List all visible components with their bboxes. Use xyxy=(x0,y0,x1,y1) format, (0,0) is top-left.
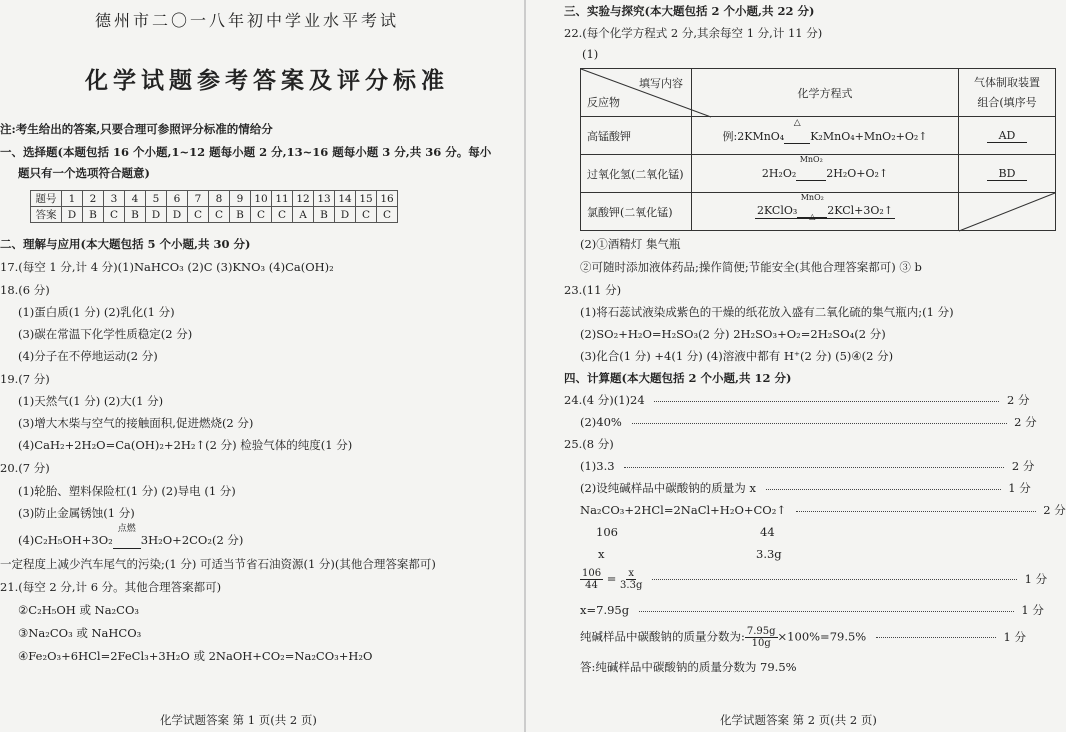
table-cell: D xyxy=(62,207,83,223)
exam-header: 德州市二〇一八年初中学业水平考试 xyxy=(95,11,400,30)
equation-reactants: (4)C₂H₅OH+3O₂ xyxy=(18,533,113,547)
leader-dots xyxy=(654,401,999,402)
underlined-equation xyxy=(755,193,895,221)
table-cell: 11 xyxy=(272,191,293,207)
percentage-line xyxy=(580,626,1026,649)
table-cell: 4 xyxy=(125,191,146,207)
fraction-numerator: x xyxy=(628,568,635,579)
table-cell: 10 xyxy=(251,191,272,207)
proportion-line xyxy=(580,568,1047,591)
q25-equation-line xyxy=(580,503,1066,517)
diagonal-header-cell xyxy=(581,69,692,117)
table-cell: A xyxy=(293,207,314,223)
score: 2 分 xyxy=(1006,393,1030,407)
table-cell: C xyxy=(251,207,272,223)
equation-reactants: 例:2KMnO₄ xyxy=(722,129,785,143)
table-cell: 5 xyxy=(146,191,167,207)
page-footer: 化学试题答案 第 1 页(共 2 页) xyxy=(160,713,317,727)
score: 2 分 xyxy=(1011,459,1035,473)
apparatus-cell xyxy=(959,117,1056,155)
q17-answer: 17.(每空 1 分,计 4 分)(1)NaHCO₃ (2)C (3)KNO₃ (4)Ca(OH)₂ xyxy=(0,260,334,274)
reaction-condition xyxy=(113,523,141,549)
equation-reactants: 2KClO₃ xyxy=(756,204,798,217)
apparatus-answer: AD xyxy=(987,129,1027,143)
section-1-heading-cont: 题只有一个选项符合题意) xyxy=(18,166,150,180)
fraction-percentage xyxy=(745,626,778,649)
header-fill-content: 填写内容 xyxy=(639,77,683,90)
equals-sign: = xyxy=(606,571,617,586)
fraction-denominator: 10g xyxy=(751,638,771,649)
score: 1 分 xyxy=(1021,603,1044,617)
table-cell: 15 xyxy=(356,191,377,207)
q23-part-2: (2)SO₂+H₂O=H₂SO₃(2 分) 2H₂SO₃+O₂=2H₂SO₄(2 分) xyxy=(580,327,886,341)
page-footer: 化学试题答案 第 2 页(共 2 页) xyxy=(720,713,877,727)
answer-row xyxy=(31,207,398,223)
equation-products: K₂MnO₄+MnO₂+O₂↑ xyxy=(810,129,928,143)
table-cell: 14 xyxy=(335,191,356,207)
q22-part-2: (2)①酒精灯 集气瓶 xyxy=(580,237,681,251)
table-cell: 13 xyxy=(314,191,335,207)
q23-part-3: (3)化合(1 分) +4(1 分) (4)溶液中都有 H⁺(2 分) (5)④(2 分) xyxy=(580,349,894,363)
final-answer: 答:纯碱样品中碳酸钠的质量分数为 79.5% xyxy=(580,660,797,674)
q18-heading: 18.(6 分) xyxy=(0,283,50,297)
q21-heading: 21.(每空 2 分,计 6 分。其他合理答案都可) xyxy=(0,580,222,594)
q24-part-1-text: 24.(4 分)(1)24 xyxy=(564,393,645,407)
table-cell: 16 xyxy=(377,191,398,207)
section-3-heading: 三、实验与探究(本大题包括 2 个小题,共 22 分) xyxy=(564,4,815,18)
q23-part-1: (1)将石蕊试液染成紫色的干燥的纸花放入盛有二氧化硫的集气瓶内;(1 分) xyxy=(580,305,954,319)
q24-part-2-text: (2)40% xyxy=(580,415,622,429)
fraction-numerator: 7.95g xyxy=(746,626,776,637)
table-cell: C xyxy=(377,207,398,223)
table-cell: C xyxy=(188,207,209,223)
diagonal-line xyxy=(959,193,1055,231)
q19-part-1: (1)天然气(1 分) (2)大(1 分) xyxy=(18,394,164,408)
q25-equation: Na₂CO₃+2HCl=2NaCl+H₂O+CO₂↑ xyxy=(580,503,786,517)
table-cell: 12 xyxy=(293,191,314,207)
unknown-x: x xyxy=(598,547,605,561)
table-cell: 7 xyxy=(188,191,209,207)
table-row xyxy=(581,155,1056,193)
q21-part-3: ③Na₂CO₃ 或 NaHCO₃ xyxy=(18,626,142,640)
q22-part-2-cont: ②可随时添加液体药品;操作简便;节能安全(其他合理答案都可) ③ b xyxy=(580,260,922,274)
leader-dots xyxy=(624,467,1004,468)
blank-diagonal-cell xyxy=(959,193,1056,231)
equation-cell xyxy=(692,193,959,231)
left-page xyxy=(0,0,522,732)
right-page xyxy=(530,0,1066,732)
q25-part-2 xyxy=(580,481,1031,495)
co2-mass: 3.3g xyxy=(756,547,782,561)
q23-heading: 23.(11 分) xyxy=(564,283,622,297)
score: 1 分 xyxy=(1003,629,1027,644)
apparatus-answer: BD xyxy=(987,167,1027,181)
x-result: x=7.95g xyxy=(580,603,630,617)
reactant-h2o2: 过氧化氢(二氧化锰) xyxy=(581,155,692,193)
page-title: 化学试题参考答案及评分标准 xyxy=(85,67,449,94)
percentage-result: ×100%=79.5% xyxy=(777,629,867,644)
q20-part-4 xyxy=(18,523,244,549)
molar-mass-co2: 44 xyxy=(760,525,775,539)
leader-dots xyxy=(766,489,1001,490)
table-cell: 3 xyxy=(104,191,125,207)
heat-condition: △ xyxy=(793,117,801,128)
score: 2 分 xyxy=(1043,503,1066,517)
q18-part-4: (4)分子在不停地运动(2 分) xyxy=(18,349,158,363)
reaction-condition xyxy=(784,117,810,144)
equation-table xyxy=(580,68,1056,231)
q21-part-4: ④Fe₂O₃+6HCl=2FeCl₃+3H₂O 或 2NaOH+CO₂=Na₂CO₃+H₂O xyxy=(18,649,373,663)
header-gas-line-2: 组合(填序号 xyxy=(977,95,1037,109)
q20-part-5: 一定程度上减少汽车尾气的污染;(1 分) 可适当节省石油资源(1 分)(其他合理答案都可) xyxy=(0,557,436,571)
reactant-kclo3: 氯酸钾(二氧化锰) xyxy=(581,193,692,231)
score: 1 分 xyxy=(1024,571,1048,586)
table-header-row xyxy=(581,69,1056,117)
table-cell: C xyxy=(209,207,230,223)
molar-mass-na2co3: 106 xyxy=(596,525,618,539)
equation-products: 2KCl+3O₂↑ xyxy=(827,204,893,217)
reaction-condition xyxy=(796,154,826,181)
page-divider xyxy=(524,0,526,732)
table-cell: B xyxy=(230,207,251,223)
score: 1 分 xyxy=(1008,481,1031,495)
catalyst-condition: MnO₂ xyxy=(799,154,823,164)
grading-note: 注:考生给出的答案,只要合理可参照评分标准的情给分 xyxy=(0,122,273,136)
leader-dots xyxy=(652,579,1017,580)
header-gas-line-1: 气体制取装置 xyxy=(974,75,1040,89)
apparatus-cell xyxy=(959,155,1056,193)
leader-dots xyxy=(632,423,1007,424)
table-cell: 1 xyxy=(62,191,83,207)
equation-reactants: 2H₂O₂ xyxy=(761,166,797,180)
catalyst-condition: MnO₂ xyxy=(800,193,824,202)
q25-part-1-text: (1)3.3 xyxy=(580,459,615,473)
percentage-text: 纯碱样品中碳酸钠的质量分数为: xyxy=(580,629,745,644)
fraction-numerator: 106 xyxy=(582,568,602,579)
table-cell: 9 xyxy=(230,191,251,207)
q25-heading: 25.(8 分) xyxy=(564,437,614,451)
header-gas-apparatus xyxy=(959,69,1056,117)
table-cell: 8 xyxy=(209,191,230,207)
header-reactant: 反应物 xyxy=(587,96,620,109)
reaction-condition xyxy=(797,193,827,221)
q18-part-1: (1)蛋白质(1 分) (2)乳化(1 分) xyxy=(18,305,175,319)
table-cell: C xyxy=(356,207,377,223)
equation-products: 3H₂O+2CO₂(2 分) xyxy=(140,533,244,547)
table-cell: B xyxy=(83,207,104,223)
q20-part-3: (3)防止金属锈蚀(1 分) xyxy=(18,506,135,520)
table-cell: D xyxy=(335,207,356,223)
fraction-molar xyxy=(580,568,603,591)
table-cell: C xyxy=(104,207,125,223)
section-2-heading: 二、理解与应用(本大题包括 5 个小题,共 30 分) xyxy=(0,237,251,251)
table-header-answer: 答案 xyxy=(31,207,62,223)
reactant-kmno4: 高锰酸钾 xyxy=(581,117,692,155)
q18-part-3: (3)碳在常温下化学性质稳定(2 分) xyxy=(18,327,193,341)
table-cell: 2 xyxy=(83,191,104,207)
q25-part-2-text: (2)设纯碱样品中碳酸钠的质量为 x xyxy=(580,481,756,495)
table-cell: B xyxy=(125,207,146,223)
leader-dots xyxy=(796,511,1036,512)
q21-part-2: ②C₂H₅OH 或 Na₂CO₃ xyxy=(18,603,139,617)
heat-condition: △ xyxy=(809,212,816,221)
q24-part-1 xyxy=(564,393,1029,407)
leader-dots xyxy=(876,637,996,638)
x-result-line xyxy=(580,603,1044,617)
table-cell: 6 xyxy=(167,191,188,207)
question-number-row xyxy=(31,191,398,207)
q25-part-1 xyxy=(580,459,1034,473)
equation-products: 2H₂O+O₂↑ xyxy=(826,166,889,180)
table-cell: B xyxy=(314,207,335,223)
fraction-mass xyxy=(620,568,642,591)
equation-cell xyxy=(692,117,959,155)
q19-heading: 19.(7 分) xyxy=(0,372,50,386)
fraction-denominator: 3.3g xyxy=(620,580,643,591)
equation-cell xyxy=(692,155,959,193)
q22-heading: 22.(每个化学方程式 2 分,其余每空 1 分,计 11 分) xyxy=(564,26,823,40)
q20-heading: 20.(7 分) xyxy=(0,461,50,475)
q19-part-4: (4)CaH₂+2H₂O=Ca(OH)₂+2H₂↑(2 分) 检验气体的纯度(1 分) xyxy=(18,438,353,452)
section-1-heading: 一、选择题(本题包括 16 个小题,1~12 题每小题 2 分,13~16 题每小题 3 分,共 36 分。每小 xyxy=(0,145,492,159)
header-equation: 化学方程式 xyxy=(692,69,959,117)
answer-table xyxy=(30,190,398,223)
fraction-denominator: 44 xyxy=(585,580,598,591)
section-4-heading: 四、计算题(本大题包括 2 个小题,共 12 分) xyxy=(564,371,792,385)
table-cell: C xyxy=(272,207,293,223)
table-row xyxy=(581,193,1056,231)
q24-part-2 xyxy=(580,415,1037,429)
q22-part-1-label: (1) xyxy=(582,47,599,61)
score: 2 分 xyxy=(1014,415,1037,429)
ignite-condition: 点燃 xyxy=(117,523,136,534)
leader-dots xyxy=(639,611,1014,612)
table-cell: D xyxy=(146,207,167,223)
q19-part-3: (3)增大木柴与空气的接触面积,促进燃烧(2 分) xyxy=(18,416,254,430)
table-cell: D xyxy=(167,207,188,223)
q20-part-1: (1)轮胎、塑料保险杠(1 分) (2)导电 (1 分) xyxy=(18,484,236,498)
table-header-number: 题号 xyxy=(31,191,62,207)
table-row xyxy=(581,117,1056,155)
